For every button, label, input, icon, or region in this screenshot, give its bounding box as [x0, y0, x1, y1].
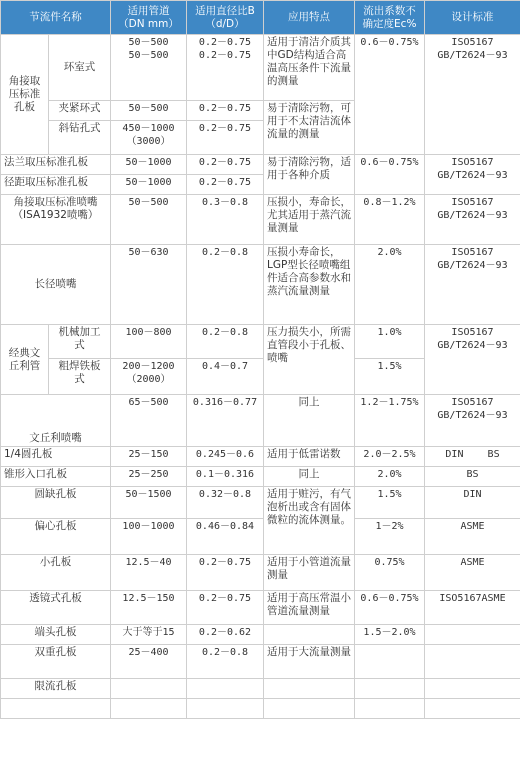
ratio-cell: 0.1－0.316 — [187, 467, 264, 487]
pipe-cell: 50－630 — [111, 245, 187, 325]
sub-name-cell: 机械加工 式 — [49, 325, 111, 359]
coef-cell: 0.6－0.75% — [355, 35, 425, 155]
empty-cell — [187, 679, 264, 699]
features-cell: 适用于高压常温小管道流量测量 — [264, 591, 355, 625]
pipe-cell: 25－400 — [111, 645, 187, 679]
header-features: 应用特点 — [264, 1, 355, 35]
header-name: 节流件名称 — [1, 1, 111, 35]
pipe-cell: 200－1200 （2000） — [111, 359, 187, 395]
name-cell: 圆缺孔板 — [1, 487, 111, 519]
coef-cell: 0.75% — [355, 555, 425, 591]
std-cell: ISO5167 GB/T2624－93 — [425, 395, 520, 447]
std-cell: ISO5167 GB/T2624－93 — [425, 245, 520, 325]
pipe-cell: 12.5－40 — [111, 555, 187, 591]
sub-name-cell: 粗焊铁板 式 — [49, 359, 111, 395]
coef-cell: 1.5－2.0% — [355, 625, 425, 645]
std-cell: ISO5167 GB/T2624－93 — [425, 195, 520, 245]
std-cell: ISO5167 GB/T2624－93 — [425, 155, 520, 195]
table-row — [1, 325, 520, 359]
ratio-cell: 0.2－0.8 — [187, 325, 264, 359]
empty-cell — [425, 699, 520, 719]
name-cell: 角接取压标准喷嘴 （ISA1932喷嘴） — [1, 195, 111, 245]
coef-cell: 1.5% — [355, 359, 425, 395]
pipe-cell: 50－1000 — [111, 155, 187, 175]
coef-cell: 0.6－0.75% — [355, 155, 425, 195]
coef-cell: 2.0% — [355, 467, 425, 487]
table-row — [1, 447, 520, 467]
features-cell: 适用于小管道流量测量 — [264, 555, 355, 591]
ratio-cell: 0.46－0.84 — [187, 519, 264, 555]
coef-cell: 1.0% — [355, 325, 425, 359]
features-cell: 压损小，寿命长，尤其适用于蒸汽流量测量 — [264, 195, 355, 245]
sub-name-cell: 夹紧环式 — [49, 101, 111, 121]
ratio-cell: 0.2－0.75 — [187, 555, 264, 591]
std-cell: DIN BS — [425, 447, 520, 467]
std-cell: ASME — [425, 519, 520, 555]
pipe-cell: 50－1000 — [111, 175, 187, 195]
header-pipe: 适用管道 （DN mm） — [111, 1, 187, 35]
table-row — [1, 395, 520, 447]
features-cell: 适用于赃污，有气泡析出或含有固体微粒的流体测量。 — [264, 487, 355, 555]
features-cell: 易于清除污物，可用于不太清洁流体流量的测量 — [264, 101, 355, 155]
empty-cell — [355, 679, 425, 699]
name-cell: 法兰取压标准孔板 — [1, 155, 111, 175]
name-cell: 透镜式孔板 — [1, 591, 111, 625]
std-cell: ISO5167ASME — [425, 591, 520, 625]
features-cell: 适用于清洁介质其中GD结构适合高温高压条件下流量的测量 — [264, 35, 355, 101]
pipe-cell: 50－500 50－500 — [111, 35, 187, 101]
header-row — [1, 1, 520, 35]
ratio-cell: 0.2－0.62 — [187, 625, 264, 645]
ratio-cell: 0.2－0.75 — [187, 175, 264, 195]
coef-cell: 2.0% — [355, 245, 425, 325]
pipe-cell: 65－500 — [111, 395, 187, 447]
empty-cell — [111, 699, 187, 719]
header-std: 设计标准 — [425, 1, 520, 35]
features-cell: 适用于低雷诺数 — [264, 447, 355, 467]
name-cell: 锥形入口孔板 — [1, 467, 111, 487]
table-row — [1, 245, 520, 325]
ratio-cell: 0.2－0.75 — [187, 121, 264, 155]
std-cell: ISO5167 GB/T2624－93 — [425, 35, 520, 155]
pipe-cell: 25－150 — [111, 447, 187, 467]
table-row — [1, 195, 520, 245]
empty-cell — [111, 679, 187, 699]
pipe-cell: 50－500 — [111, 195, 187, 245]
name-cell: 端头孔板 — [1, 625, 111, 645]
name-cell: 文丘利喷嘴 — [1, 395, 111, 447]
coef-cell — [355, 645, 425, 679]
coef-cell: 0.6－0.75% — [355, 591, 425, 625]
coef-cell: 0.8－1.2% — [355, 195, 425, 245]
features-cell: 适用于大流量测量 — [264, 645, 355, 679]
name-cell: 小孔板 — [1, 555, 111, 591]
std-cell: ASME — [425, 555, 520, 591]
table-row — [1, 679, 520, 699]
empty-cell — [264, 699, 355, 719]
features-cell: 易于清除污物，适用于各种介质 — [264, 155, 355, 195]
table-row — [1, 699, 520, 719]
ratio-cell: 0.245－0.6 — [187, 447, 264, 467]
pipe-cell: 450－1000 （3000） — [111, 121, 187, 155]
ratio-cell: 0.316－0.77 — [187, 395, 264, 447]
table-row — [1, 487, 520, 519]
table-row — [1, 625, 520, 645]
name-cell: 长径喷嘴 — [1, 245, 111, 325]
features-cell: 压损小寿命长，LGP型长径喷嘴组件适合高参数水和蒸汽流量测量 — [264, 245, 355, 325]
group-cell: 经典文 丘利管 — [1, 325, 49, 395]
ratio-cell: 0.2－0.75 0.2－0.75 — [187, 35, 264, 101]
features-cell: 同上 — [264, 467, 355, 487]
ratio-cell: 0.2－0.8 — [187, 245, 264, 325]
std-cell — [425, 645, 520, 679]
ratio-cell: 0.2－0.8 — [187, 645, 264, 679]
pipe-cell: 25－250 — [111, 467, 187, 487]
name-cell: 双重孔板 — [1, 645, 111, 679]
ratio-cell: 0.3－0.8 — [187, 195, 264, 245]
empty-cell — [1, 699, 111, 719]
pipe-cell: 50－500 — [111, 101, 187, 121]
ratio-cell: 0.2－0.75 — [187, 101, 264, 121]
name-cell: 1/4圆孔板 — [1, 447, 111, 467]
name-cell: 限流孔板 — [1, 679, 111, 699]
group-cell: 角接取 压标准 孔板 — [1, 35, 49, 155]
table-row — [1, 555, 520, 591]
table-row — [1, 645, 520, 679]
sub-name-cell: 斜钻孔式 — [49, 121, 111, 155]
pipe-cell: 100－800 — [111, 325, 187, 359]
table-row — [1, 155, 520, 175]
ratio-cell: 0.4－0.7 — [187, 359, 264, 395]
std-cell: ISO5167 GB/T2624－93 — [425, 325, 520, 395]
std-cell — [425, 625, 520, 645]
std-cell: BS — [425, 467, 520, 487]
pipe-cell: 100－1000 — [111, 519, 187, 555]
coef-cell: 1.2－1.75% — [355, 395, 425, 447]
pipe-cell: 12.5－150 — [111, 591, 187, 625]
sub-name-cell: 环室式 — [49, 35, 111, 101]
table-row — [1, 467, 520, 487]
table-row — [1, 591, 520, 625]
coef-cell: 1－2% — [355, 519, 425, 555]
features-cell: 压力损失小，所需直管段小于孔板、喷嘴 — [264, 325, 355, 395]
ratio-cell: 0.32－0.8 — [187, 487, 264, 519]
empty-cell — [187, 699, 264, 719]
coef-cell: 1.5% — [355, 487, 425, 519]
coef-cell: 2.0－2.5% — [355, 447, 425, 467]
table-row — [1, 35, 520, 101]
pipe-cell: 大于等于15 — [111, 625, 187, 645]
features-cell — [264, 625, 355, 645]
features-cell: 同上 — [264, 395, 355, 447]
name-cell: 偏心孔板 — [1, 519, 111, 555]
header-coef: 流出系数不 确定度Ec% — [355, 1, 425, 35]
empty-cell — [264, 679, 355, 699]
empty-cell — [355, 699, 425, 719]
pipe-cell: 50－1500 — [111, 487, 187, 519]
std-cell: DIN — [425, 487, 520, 519]
ratio-cell: 0.2－0.75 — [187, 591, 264, 625]
table-row — [1, 519, 520, 555]
name-cell: 径距取压标准孔板 — [1, 175, 111, 195]
header-ratio: 适用直径比B （d/D） — [187, 1, 264, 35]
ratio-cell: 0.2－0.75 — [187, 155, 264, 175]
empty-cell — [425, 679, 520, 699]
